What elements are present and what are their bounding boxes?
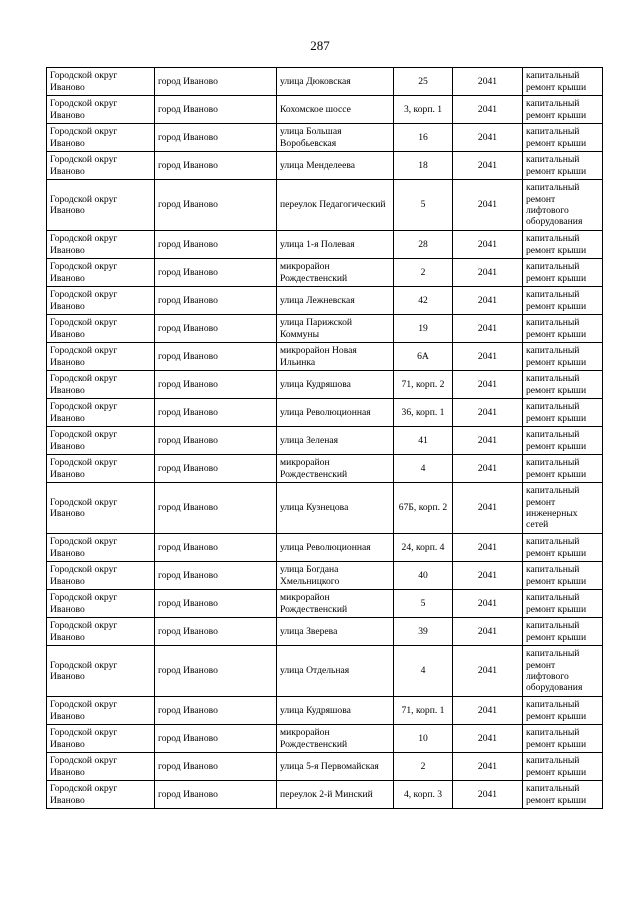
- year-cell: 2041: [453, 725, 523, 753]
- district-cell: Городской округ Иваново: [47, 68, 155, 96]
- year-cell: 2041: [453, 343, 523, 371]
- work-type-cell: капитальный ремонт лифтового оборудования: [523, 180, 603, 231]
- table-row: [47, 427, 603, 455]
- house-number-cell: 42: [394, 287, 453, 315]
- district-cell: Городской округ Иваново: [47, 180, 155, 231]
- street-cell: улица Лежневская: [277, 287, 394, 315]
- housing-repair-table: [46, 67, 603, 809]
- work-type-cell: капитальный ремонт крыши: [523, 371, 603, 399]
- year-cell: 2041: [453, 781, 523, 809]
- table-row: [47, 371, 603, 399]
- table-row: [47, 725, 603, 753]
- work-type-cell: капитальный ремонт крыши: [523, 399, 603, 427]
- work-type-cell: капитальный ремонт крыши: [523, 725, 603, 753]
- work-type-cell: капитальный ремонт крыши: [523, 753, 603, 781]
- house-number-cell: 6А: [394, 343, 453, 371]
- year-cell: 2041: [453, 287, 523, 315]
- table-row: [47, 455, 603, 483]
- street-cell: улица Отдельная: [277, 646, 394, 697]
- house-number-cell: 10: [394, 725, 453, 753]
- street-cell: переулок 2-й Минский: [277, 781, 394, 809]
- street-cell: переулок Педагогический: [277, 180, 394, 231]
- city-cell: город Иваново: [155, 427, 277, 455]
- table-row: [47, 753, 603, 781]
- district-cell: Городской округ Иваново: [47, 646, 155, 697]
- house-number-cell: 71, корп. 1: [394, 697, 453, 725]
- year-cell: 2041: [453, 618, 523, 646]
- district-cell: Городской округ Иваново: [47, 287, 155, 315]
- city-cell: город Иваново: [155, 259, 277, 287]
- work-type-cell: капитальный ремонт крыши: [523, 124, 603, 152]
- page-number: 287: [310, 38, 330, 53]
- district-cell: Городской округ Иваново: [47, 315, 155, 343]
- house-number-cell: 5: [394, 590, 453, 618]
- table-row: [47, 534, 603, 562]
- house-number-cell: 71, корп. 2: [394, 371, 453, 399]
- work-type-cell: капитальный ремонт крыши: [523, 315, 603, 343]
- street-cell: улица Кудряшова: [277, 697, 394, 725]
- district-cell: Городской округ Иваново: [47, 152, 155, 180]
- table-row: [47, 287, 603, 315]
- work-type-cell: капитальный ремонт крыши: [523, 562, 603, 590]
- district-cell: Городской округ Иваново: [47, 231, 155, 259]
- year-cell: 2041: [453, 753, 523, 781]
- district-cell: Городской округ Иваново: [47, 590, 155, 618]
- year-cell: 2041: [453, 590, 523, 618]
- street-cell: улица 1-я Полевая: [277, 231, 394, 259]
- house-number-cell: 41: [394, 427, 453, 455]
- year-cell: 2041: [453, 124, 523, 152]
- district-cell: Городской округ Иваново: [47, 259, 155, 287]
- table-row: [47, 124, 603, 152]
- street-cell: улица Менделеева: [277, 152, 394, 180]
- city-cell: город Иваново: [155, 725, 277, 753]
- year-cell: 2041: [453, 68, 523, 96]
- street-cell: улица Кудряшова: [277, 371, 394, 399]
- work-type-cell: капитальный ремонт крыши: [523, 427, 603, 455]
- year-cell: 2041: [453, 152, 523, 180]
- street-cell: микрорайон Новая Ильинка: [277, 343, 394, 371]
- house-number-cell: 4: [394, 646, 453, 697]
- house-number-cell: 3, корп. 1: [394, 96, 453, 124]
- city-cell: город Иваново: [155, 96, 277, 124]
- year-cell: 2041: [453, 399, 523, 427]
- work-type-cell: капитальный ремонт крыши: [523, 455, 603, 483]
- work-type-cell: капитальный ремонт крыши: [523, 287, 603, 315]
- city-cell: город Иваново: [155, 315, 277, 343]
- house-number-cell: 4: [394, 455, 453, 483]
- district-cell: Городской округ Иваново: [47, 371, 155, 399]
- street-cell: улица Революционная: [277, 399, 394, 427]
- table-row: [47, 399, 603, 427]
- city-cell: город Иваново: [155, 753, 277, 781]
- table-row: [47, 180, 603, 231]
- table-row: [47, 68, 603, 96]
- work-type-cell: капитальный ремонт крыши: [523, 590, 603, 618]
- table-body: [47, 68, 603, 809]
- street-cell: улица Большая Воробьевская: [277, 124, 394, 152]
- district-cell: Городской округ Иваново: [47, 697, 155, 725]
- street-cell: улица Кузнецова: [277, 483, 394, 534]
- city-cell: город Иваново: [155, 562, 277, 590]
- table-row: [47, 781, 603, 809]
- house-number-cell: 24, корп. 4: [394, 534, 453, 562]
- table-row: [47, 618, 603, 646]
- year-cell: 2041: [453, 315, 523, 343]
- street-cell: улица Богдана Хмельницкого: [277, 562, 394, 590]
- year-cell: 2041: [453, 534, 523, 562]
- house-number-cell: 28: [394, 231, 453, 259]
- year-cell: 2041: [453, 180, 523, 231]
- district-cell: Городской округ Иваново: [47, 781, 155, 809]
- work-type-cell: капитальный ремонт лифтового оборудования: [523, 646, 603, 697]
- house-number-cell: 40: [394, 562, 453, 590]
- year-cell: 2041: [453, 259, 523, 287]
- table-row: [47, 697, 603, 725]
- city-cell: город Иваново: [155, 618, 277, 646]
- work-type-cell: капитальный ремонт крыши: [523, 697, 603, 725]
- table-row: [47, 315, 603, 343]
- city-cell: город Иваново: [155, 152, 277, 180]
- house-number-cell: 39: [394, 618, 453, 646]
- year-cell: 2041: [453, 427, 523, 455]
- house-number-cell: 19: [394, 315, 453, 343]
- district-cell: Городской округ Иваново: [47, 427, 155, 455]
- street-cell: улица Зверева: [277, 618, 394, 646]
- house-number-cell: 25: [394, 68, 453, 96]
- year-cell: 2041: [453, 371, 523, 399]
- street-cell: улица Парижской Коммуны: [277, 315, 394, 343]
- work-type-cell: капитальный ремонт крыши: [523, 343, 603, 371]
- district-cell: Городской округ Иваново: [47, 343, 155, 371]
- table-row: [47, 259, 603, 287]
- work-type-cell: капитальный ремонт крыши: [523, 781, 603, 809]
- work-type-cell: капитальный ремонт крыши: [523, 534, 603, 562]
- district-cell: Городской округ Иваново: [47, 562, 155, 590]
- district-cell: Городской округ Иваново: [47, 124, 155, 152]
- table-row: [47, 231, 603, 259]
- house-number-cell: 36, корп. 1: [394, 399, 453, 427]
- house-number-cell: 16: [394, 124, 453, 152]
- city-cell: город Иваново: [155, 483, 277, 534]
- year-cell: 2041: [453, 96, 523, 124]
- district-cell: Городской округ Иваново: [47, 96, 155, 124]
- city-cell: город Иваново: [155, 590, 277, 618]
- street-cell: улица Революционная: [277, 534, 394, 562]
- table-row: [47, 343, 603, 371]
- house-number-cell: 5: [394, 180, 453, 231]
- district-cell: Городской округ Иваново: [47, 534, 155, 562]
- city-cell: город Иваново: [155, 371, 277, 399]
- street-cell: микрорайон Рождественский: [277, 455, 394, 483]
- street-cell: улица Дюковская: [277, 68, 394, 96]
- city-cell: город Иваново: [155, 231, 277, 259]
- city-cell: город Иваново: [155, 68, 277, 96]
- city-cell: город Иваново: [155, 287, 277, 315]
- city-cell: город Иваново: [155, 343, 277, 371]
- city-cell: город Иваново: [155, 534, 277, 562]
- city-cell: город Иваново: [155, 124, 277, 152]
- work-type-cell: капитальный ремонт инженерных сетей: [523, 483, 603, 534]
- work-type-cell: капитальный ремонт крыши: [523, 231, 603, 259]
- house-number-cell: 2: [394, 753, 453, 781]
- street-cell: микрорайон Рождественский: [277, 725, 394, 753]
- district-cell: Городской округ Иваново: [47, 753, 155, 781]
- year-cell: 2041: [453, 646, 523, 697]
- city-cell: город Иваново: [155, 646, 277, 697]
- city-cell: город Иваново: [155, 455, 277, 483]
- table-row: [47, 646, 603, 697]
- work-type-cell: капитальный ремонт крыши: [523, 152, 603, 180]
- year-cell: 2041: [453, 483, 523, 534]
- table-row: [47, 590, 603, 618]
- city-cell: город Иваново: [155, 697, 277, 725]
- street-cell: улица 5-я Первомайская: [277, 753, 394, 781]
- house-number-cell: 18: [394, 152, 453, 180]
- table-row: [47, 96, 603, 124]
- table-row: [47, 483, 603, 534]
- district-cell: Городской округ Иваново: [47, 455, 155, 483]
- district-cell: Городской округ Иваново: [47, 399, 155, 427]
- year-cell: 2041: [453, 562, 523, 590]
- year-cell: 2041: [453, 455, 523, 483]
- table-row: [47, 562, 603, 590]
- district-cell: Городской округ Иваново: [47, 618, 155, 646]
- street-cell: улица Зеленая: [277, 427, 394, 455]
- house-number-cell: 67Б, корп. 2: [394, 483, 453, 534]
- house-number-cell: 4, корп. 3: [394, 781, 453, 809]
- street-cell: микрорайон Рождественский: [277, 259, 394, 287]
- table-row: [47, 152, 603, 180]
- year-cell: 2041: [453, 231, 523, 259]
- district-cell: Городской округ Иваново: [47, 725, 155, 753]
- work-type-cell: капитальный ремонт крыши: [523, 618, 603, 646]
- year-cell: 2041: [453, 697, 523, 725]
- street-cell: Кохомское шоссе: [277, 96, 394, 124]
- work-type-cell: капитальный ремонт крыши: [523, 259, 603, 287]
- city-cell: город Иваново: [155, 180, 277, 231]
- house-number-cell: 2: [394, 259, 453, 287]
- district-cell: Городской округ Иваново: [47, 483, 155, 534]
- work-type-cell: капитальный ремонт крыши: [523, 96, 603, 124]
- work-type-cell: капитальный ремонт крыши: [523, 68, 603, 96]
- street-cell: микрорайон Рождественский: [277, 590, 394, 618]
- city-cell: город Иваново: [155, 399, 277, 427]
- city-cell: город Иваново: [155, 781, 277, 809]
